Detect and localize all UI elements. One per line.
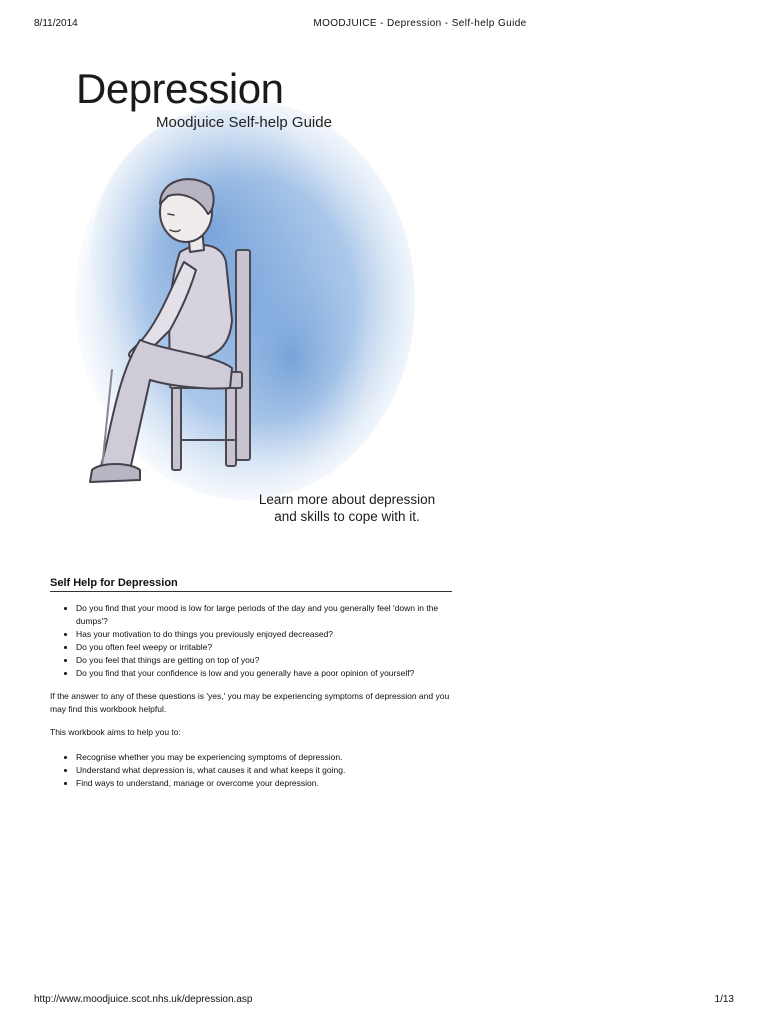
- cover-tagline-line2: and skills to cope with it.: [274, 509, 420, 524]
- questions-list: [50, 602, 452, 680]
- footer-url-link[interactable]: http://www.moodjuice.scot.nhs.uk/depression.asp: [34, 994, 253, 1005]
- paragraph-answer: If the answer to any of these questions is 'yes,' you may be experiencing symptoms of depression and you may find this workbook helpful.: [50, 691, 450, 714]
- cover-subtitle: Moodjuice Self-help Guide: [156, 114, 332, 131]
- page-header-date: 8/11/2014: [34, 18, 78, 29]
- cover-title: Depression: [76, 65, 284, 112]
- paragraph-aims-intro: This workbook aims to help you to:: [50, 727, 181, 737]
- list-item: • Find ways to understand, manage or overcome your depression.: [76, 777, 452, 790]
- self-help-section: [50, 577, 452, 790]
- cover-tagline: [240, 491, 454, 525]
- list-item: • Recognise whether you may be experiencing symptoms of depression.: [76, 751, 452, 764]
- cover-tagline-line1: Learn more about depression: [258, 492, 436, 507]
- list-item: • Has your motivation to do things you previously enjoyed decreased?: [76, 628, 452, 641]
- list-item: • Understand what depression is, what causes it and what keeps it going.: [76, 764, 452, 777]
- list-item: • Do you often feel weepy or irritable?: [76, 641, 452, 654]
- footer-page-number: 1/13: [714, 994, 734, 1005]
- page-header-title: MOODJUICE - Depression - Self-help Guide: [313, 18, 527, 29]
- aims-list: [50, 751, 452, 790]
- section-heading: Self Help for Depression: [50, 577, 452, 592]
- list-item: • Do you find that your mood is low for large periods of the day and you generally feel 'down in the dumps'?: [76, 602, 452, 628]
- list-item: • Do you feel that things are getting on top of you?: [76, 654, 452, 667]
- list-item: • Do you find that your confidence is low and you generally have a poor opinion of yourself?: [76, 667, 452, 680]
